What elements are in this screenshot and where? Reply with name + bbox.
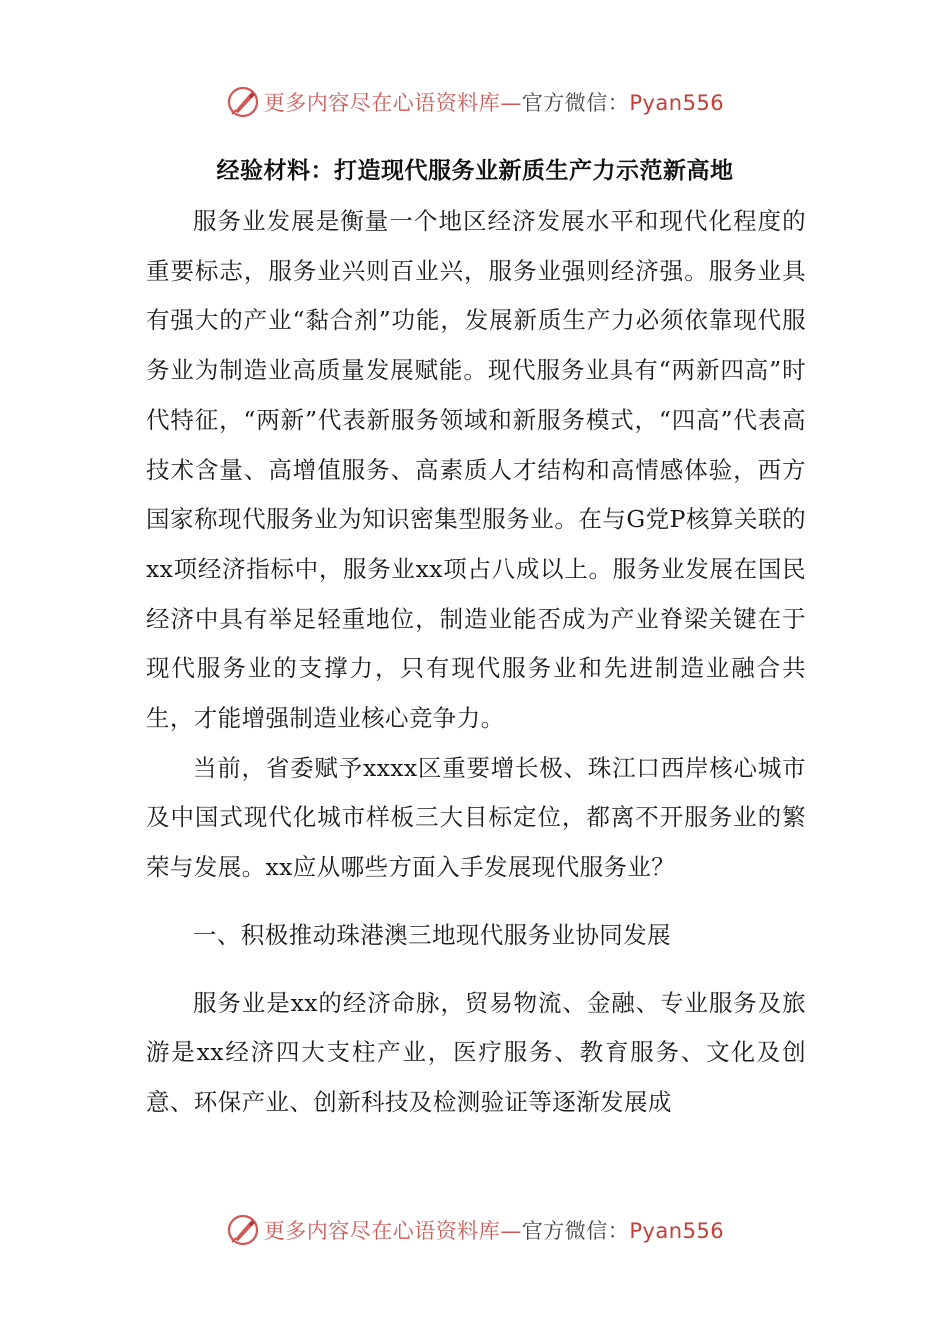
banner-dash: —	[500, 91, 522, 115]
paragraph-current: 当前，省委赋予xxxx区重要增长极、珠江口西岸核心城市及中国式现代化城市样板三大目标定位，都离不开服务业的繁荣与发展。xx应从哪些方面入手发展现代服务业？	[146, 753, 806, 882]
document-body	[146, 197, 806, 1128]
banner-main: 更多内容尽在心语资料库	[263, 1219, 501, 1243]
banner-text	[264, 1215, 724, 1245]
banner-dash: —	[500, 1219, 522, 1243]
banner-wechat-id: Pyan556	[629, 91, 725, 115]
banner-text	[264, 87, 724, 117]
banner-wechat-label: 官方微信：	[521, 1219, 630, 1243]
paragraph-intro: 服务业发展是衡量一个地区经济发展水平和现代化程度的重要标志，服务业兴则百业兴，服务业强则经济强。服务业具有强大的产业“黏合剂”功能，发展新质生产力必须依靠现代服务业为制造业高质量发展赋能。现代服务业具有“两新四高”时代特征，“两新”代表新服务领域和新服务模式，“四高”代表高技术含量、高增值服务、高素质人才结构和高情感体验，西方国家称现代服务业为知识密集型服务业。在与G党P核算关联的xx项经济指标中，服务业xx项占八成以上。服务业发展在国民经济中具有举足轻重地位，制造业能否成为产业脊梁关键在于现代服务业的支撑力，只有现代服务业和先进制造业融合共生，才能增强制造业核心竞争力。	[146, 207, 806, 733]
header-banner	[0, 82, 950, 122]
footer-banner	[0, 1210, 950, 1250]
banner-main: 更多内容尽在心语资料库	[263, 91, 501, 115]
banner-wechat-label: 官方微信：	[521, 91, 630, 115]
pen-logo-icon	[226, 85, 260, 119]
paragraph-section-1: 服务业是xx的经济命脉，贸易物流、金融、专业服务及旅游是xx经济四大支柱产业，医疗服务、教育服务、文化及创意、环保产业、创新科技及检测验证等逐渐发展成	[146, 988, 806, 1116]
pen-logo-icon	[226, 1213, 260, 1247]
banner-wechat-id: Pyan556	[629, 1219, 725, 1243]
section-heading: 一、积极推动珠港澳三地现代服务业协同发展	[193, 920, 671, 949]
document-title: 经验材料：打造现代服务业新质生产力示范新高地	[216, 158, 734, 184]
